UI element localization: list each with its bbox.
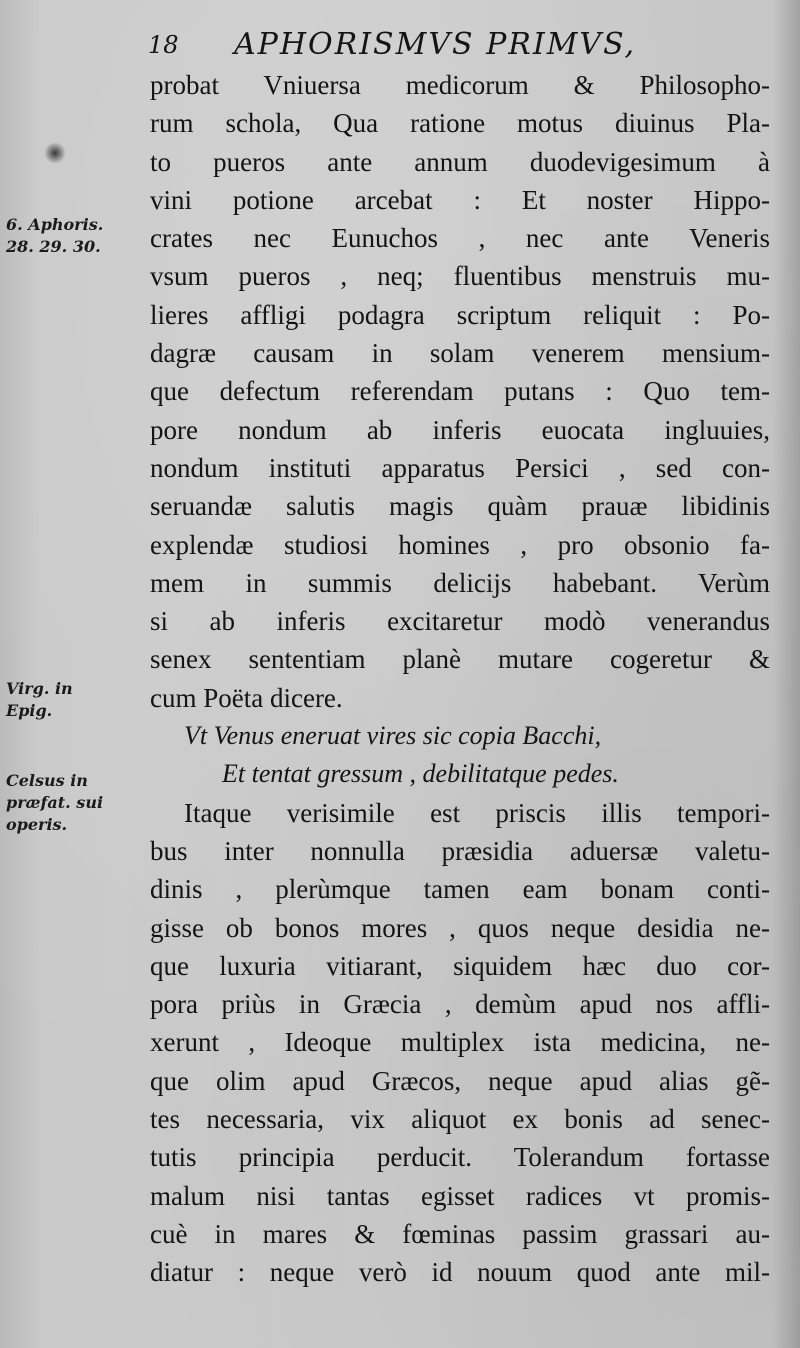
text-line: crates nec Eunuchos , nec ante Veneris: [150, 223, 770, 254]
text-line: gisse ob bonos mores , quos neque desidia ne-: [150, 912, 770, 943]
text-line: explendæ studiosi homines , pro obsonio fa-: [150, 529, 770, 560]
text-line: nondum instituti apparatus Persici , sed con-: [150, 452, 770, 483]
text-line: to pueros ante annum duodevigesimum à: [150, 146, 770, 177]
margin-note-aphorism-reference: [6, 214, 150, 258]
text-line: pore nondum ab inferis euocata ingluuies,: [150, 414, 770, 445]
margin-note-line: 6. Aphoris.: [6, 215, 104, 234]
text-line: Itaque verisimile est priscis illis tempori-: [184, 797, 770, 828]
text-line: vsum pueros , neq; fluentibus menstruis mu-: [150, 261, 770, 292]
text-line: que olim apud Græcos, neque apud alias gẽ-: [150, 1065, 770, 1096]
text-line: xerunt , Ideoque multiplex ista medicina, ne-: [150, 1027, 770, 1058]
text-line: mem in summis delicijs habebant. Verùm: [150, 567, 770, 598]
text-line: dinis , plerùmque tamen eam bonam conti-: [150, 874, 770, 905]
text-line: tes necessaria, vix aliquot ex bonis ad senec-: [150, 1104, 770, 1135]
text-line: cuè in mares & fœminas passim grassari au-: [150, 1218, 770, 1249]
text-line: que defectum referendam putans : Quo tem-: [150, 376, 770, 407]
verse-line: Vt Venus eneruat vires sic copia Bacchi,: [184, 721, 602, 751]
text-line: cum Poëta dicere.: [150, 682, 343, 713]
text-line: pora priùs in Græcia , demùm apud nos affli-: [150, 989, 770, 1020]
verse-line: Et tentat gressum , debilitatque pedes.: [222, 759, 619, 789]
text-line: rum schola, Qua ratione motus diuinus Pla-: [150, 108, 770, 139]
ink-smudge: [44, 142, 66, 164]
running-title: APHORISMVS PRIMVS,: [234, 27, 637, 62]
text-line: probat Vniuersa medicorum & Philosopho-: [150, 70, 770, 100]
text-line: que luxuria vitiarant, siquidem hæc duo cor-: [150, 950, 770, 981]
text-line: malum nisi tantas egisset radices vt promis-: [150, 1180, 770, 1211]
margin-note-line: Epig.: [6, 701, 53, 720]
margin-note-line: Celsus in: [6, 771, 88, 790]
text-line: lieres affligi podagra scriptum reliquit : Po-: [150, 299, 770, 330]
text-line: vini potione arcebat : Et noster Hippo-: [150, 184, 770, 215]
page-number: 18: [148, 31, 179, 59]
page-edge-shadow: [774, 0, 800, 1348]
text-line: tutis principia perducit. Tolerandum fortasse: [150, 1142, 770, 1173]
margin-note-line: operis.: [6, 815, 68, 834]
margin-note-celsus-reference: [6, 770, 150, 836]
text-line: bus inter nonnulla præsidia aduersæ valetu-: [150, 835, 770, 866]
margin-note-line: Virg. in: [6, 679, 73, 698]
margin-note-virgil-reference: [6, 678, 150, 722]
text-line: dagræ causam in solam venerem mensium-: [150, 338, 770, 369]
body-text: [150, 66, 770, 1292]
text-line: seruandæ salutis magis quàm prauæ libidinis: [150, 491, 770, 522]
text-line: si ab inferis excitaretur modò venerandus: [150, 606, 770, 637]
page-header: [148, 20, 788, 70]
text-line: diatur : neque verò id nouum quod ante mil-: [150, 1257, 770, 1288]
text-line: senex sententiam planè mutare cogeretur &: [150, 644, 770, 675]
margin-note-line: 28. 29. 30.: [6, 237, 101, 256]
margin-note-line: præfat. sui: [6, 793, 104, 812]
